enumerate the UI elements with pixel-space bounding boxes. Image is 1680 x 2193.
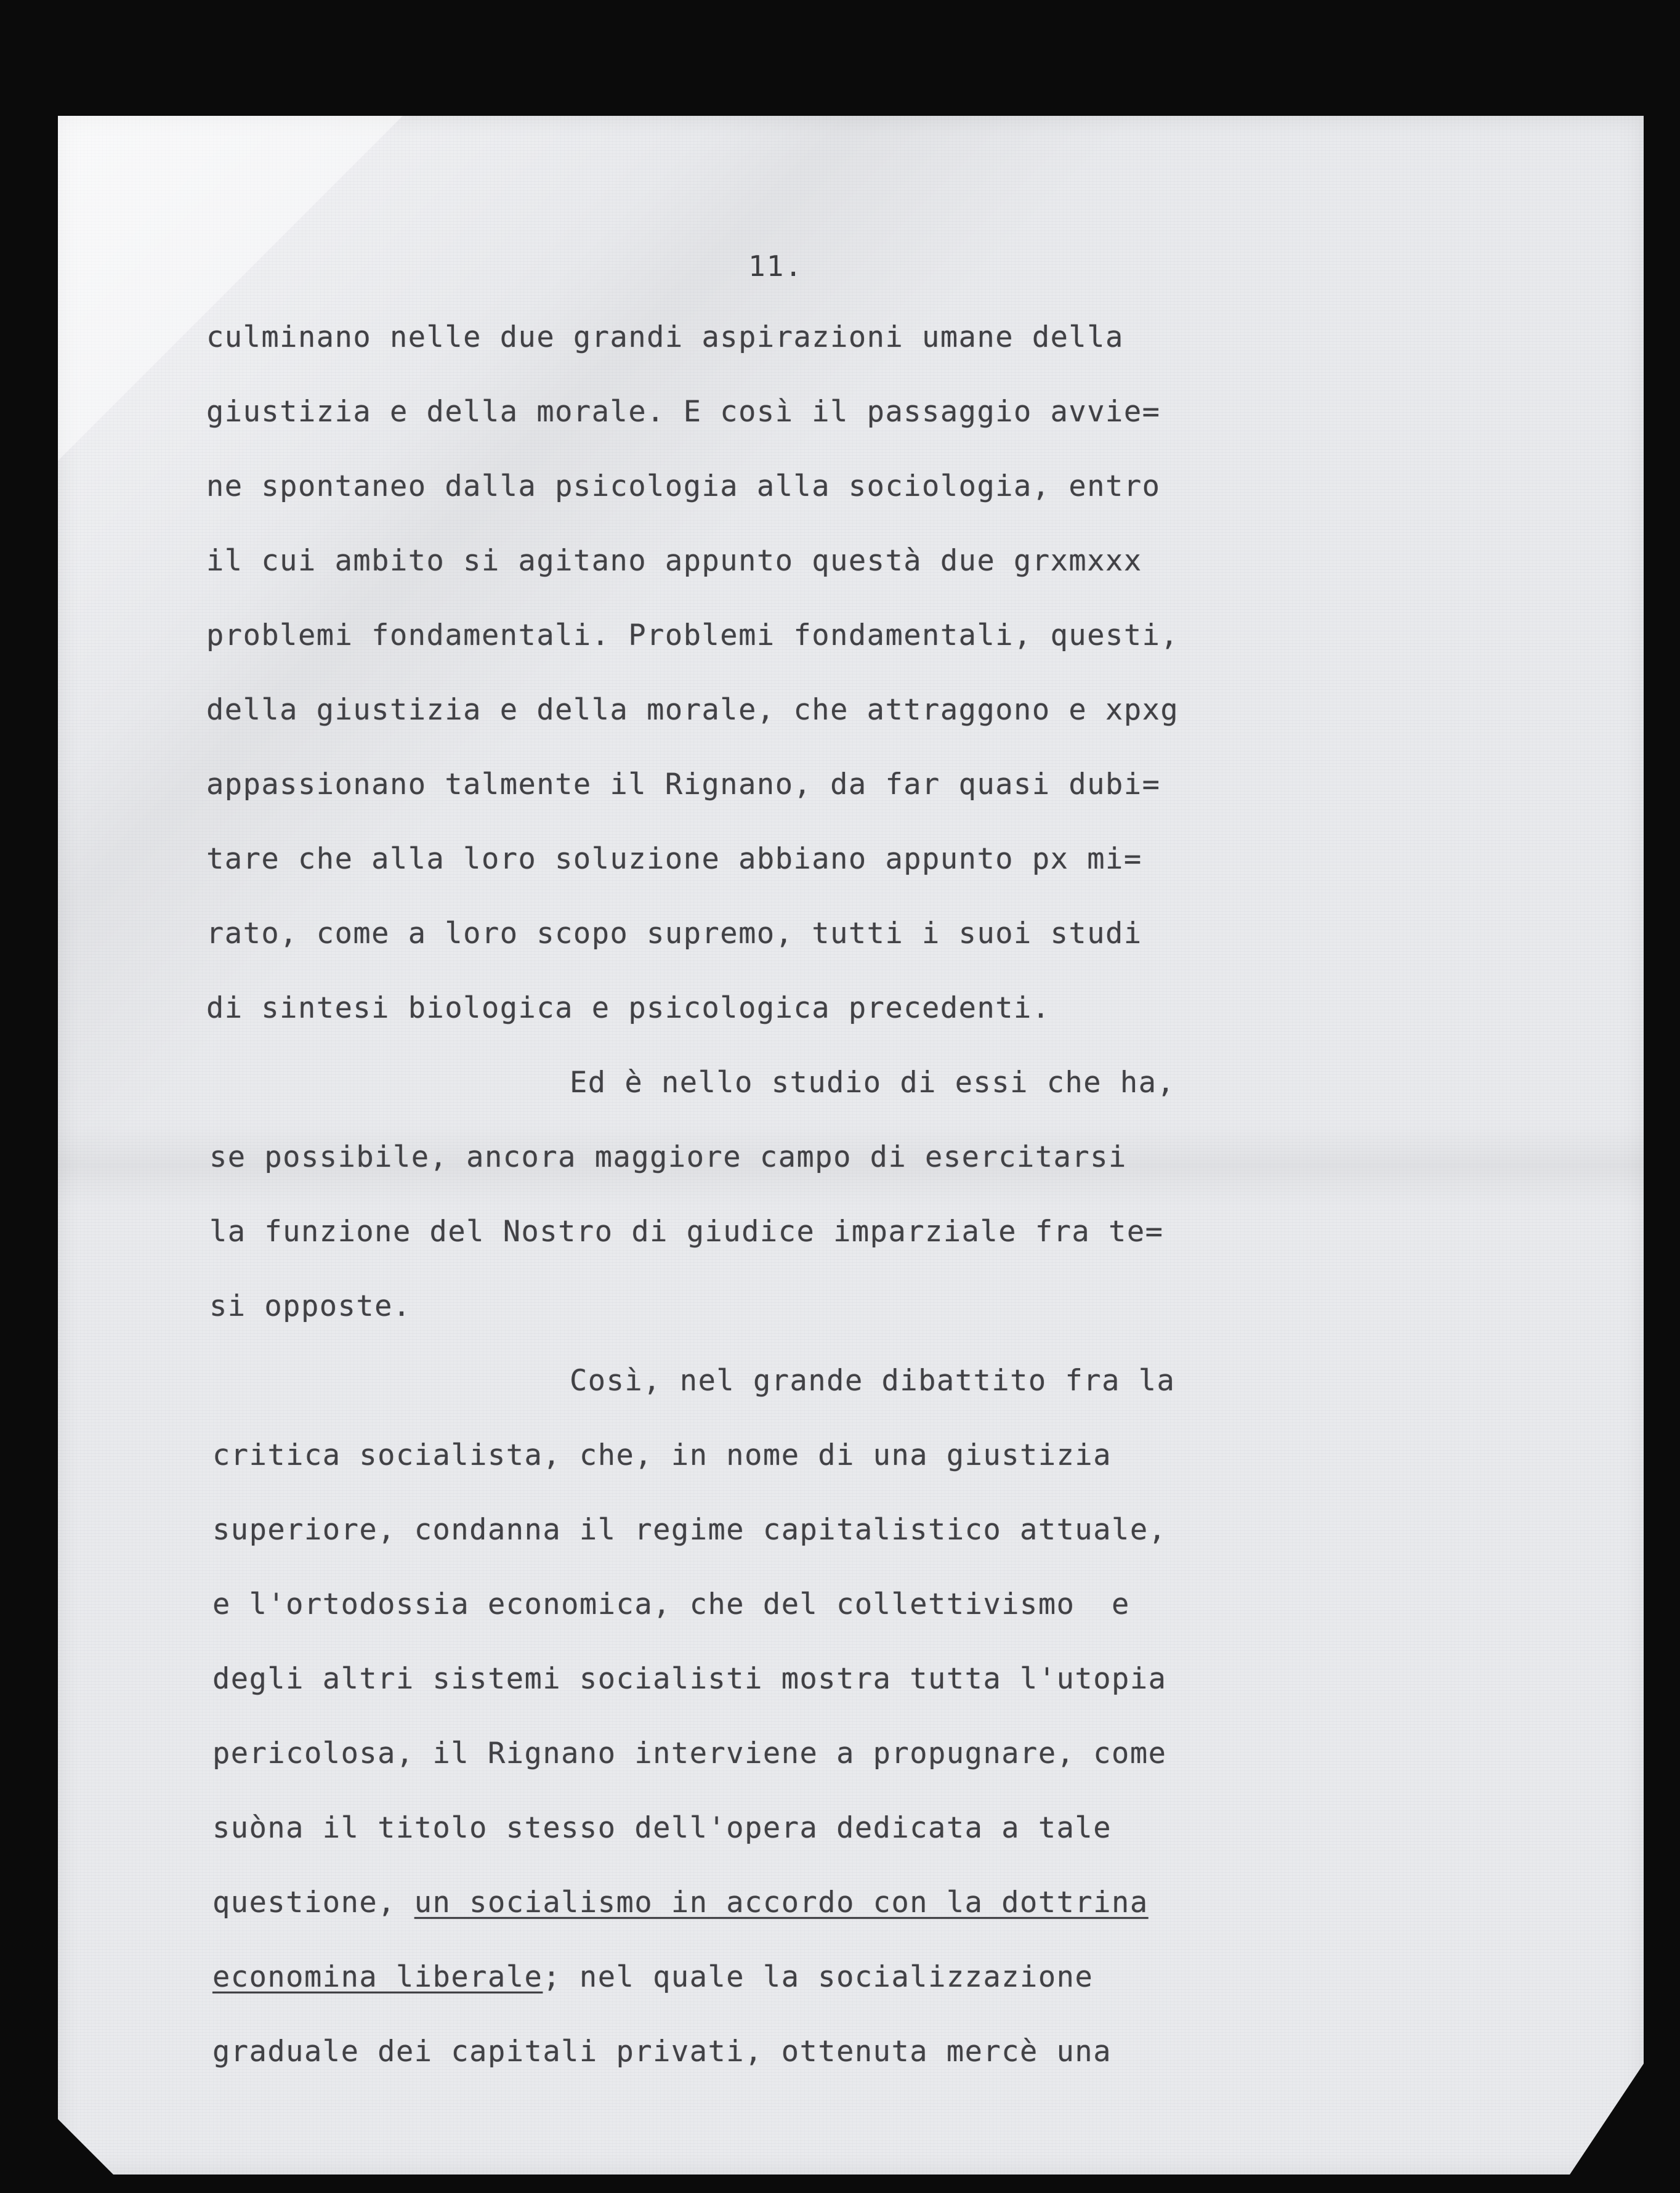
text-line: rato, come a loro scopo supremo, tutti i suoi studi bbox=[206, 917, 1142, 951]
torn-corner bbox=[1570, 2064, 1644, 2175]
underlined-title: un socialismo in accordo con la dottrina bbox=[414, 1886, 1149, 1919]
text-line: se possibile, ancora maggiore campo di esercitarsi bbox=[209, 1140, 1127, 1174]
text-line: suòna il titolo stesso dell'opera dedicata a tale bbox=[212, 1811, 1112, 1845]
text-line: appassionano talmente il Rignano, da far quasi dubi= bbox=[206, 768, 1161, 801]
torn-corner bbox=[58, 2119, 113, 2175]
text-line: degli altri sistemi socialisti mostra tutta l'utopia bbox=[212, 1662, 1167, 1696]
text-line: giustizia e della morale. E così il passaggio avvie= bbox=[206, 395, 1161, 429]
text-line bbox=[212, 1960, 1093, 1994]
text-line: Ed è nello studio di essi che ha, bbox=[570, 1066, 1176, 1100]
text-line: di sintesi biologica e psicologica precedenti. bbox=[206, 991, 1051, 1025]
text-line: la funzione del Nostro di giudice imparziale fra te= bbox=[209, 1215, 1164, 1249]
text-line: e l'ortodossia economica, che del collettivismo e bbox=[212, 1587, 1130, 1621]
text-line: graduale dei capitali privati, ottenuta mercè una bbox=[212, 2035, 1112, 2069]
text-line: critica socialista, che, in nome di una giustizia bbox=[212, 1438, 1112, 1472]
text-line: tare che alla loro soluzione abbiano appunto px mi= bbox=[206, 842, 1142, 876]
text-line: problemi fondamentali. Problemi fondamentali, questi, bbox=[206, 618, 1179, 652]
text-line: Così, nel grande dibattito fra la bbox=[570, 1364, 1176, 1398]
text-line: della giustizia e della morale, che attraggono e xpxg bbox=[206, 693, 1179, 727]
text-line: si opposte. bbox=[209, 1289, 411, 1323]
text-segment: ; nel quale la socializzazione bbox=[543, 1960, 1094, 1994]
text-line: pericolosa, il Rignano interviene a propugnare, come bbox=[212, 1737, 1167, 1770]
text-line: culminano nelle due grandi aspirazioni umane della bbox=[206, 320, 1124, 354]
text-line: ne spontaneo dalla psicologia alla sociologia, entro bbox=[206, 469, 1161, 503]
text-line: il cui ambito si agitano appunto questà due grxmxxx bbox=[206, 544, 1142, 578]
underlined-title: economina liberale bbox=[212, 1960, 543, 1994]
text-segment: questione, bbox=[212, 1886, 414, 1919]
text-line bbox=[212, 1886, 1149, 1919]
text-line: superiore, condanna il regime capitalistico attuale, bbox=[212, 1513, 1167, 1547]
page-number: 11. bbox=[748, 249, 804, 283]
